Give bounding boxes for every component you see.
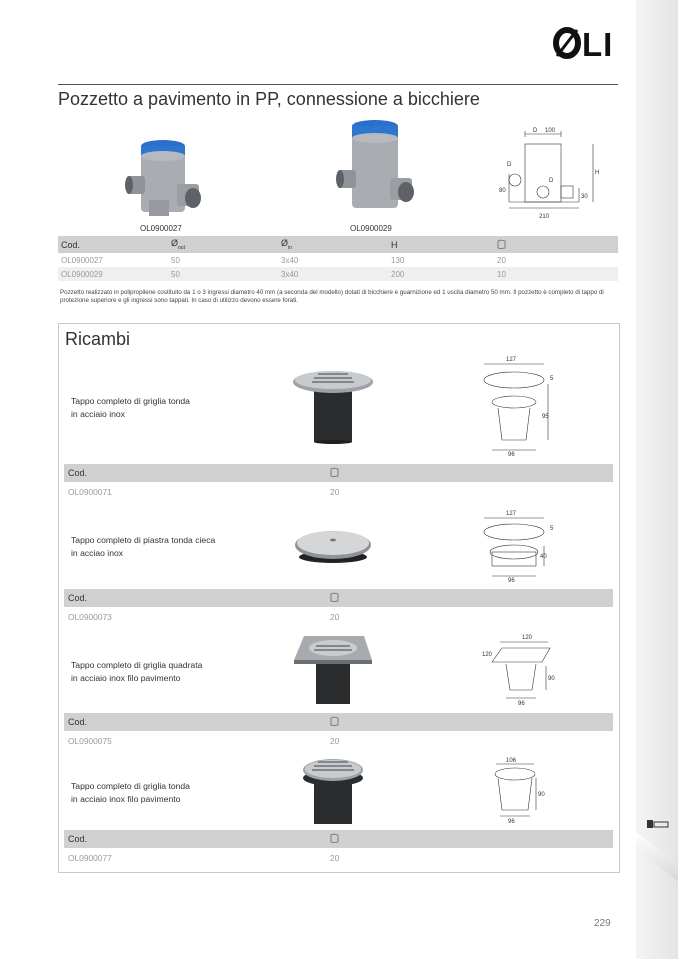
spec-table xyxy=(58,236,618,281)
dim-dout: D xyxy=(533,128,538,134)
dim-210: 210 xyxy=(539,214,550,220)
dim-127: 127 xyxy=(506,511,517,517)
dim-5: 5 xyxy=(550,526,554,532)
svg-text:LI: LI xyxy=(582,26,614,60)
dim-90: 90 xyxy=(538,792,545,798)
dim-40: 40 xyxy=(540,554,547,560)
ricambi-code-header: Cod. xyxy=(64,464,613,482)
dim-96: 96 xyxy=(508,452,515,458)
technical-drawing-item-1 xyxy=(478,354,558,460)
header-cod: Cod. xyxy=(58,236,168,253)
table-cell: 50 xyxy=(171,255,180,265)
header-dout: $Ø_{out}$ xyxy=(168,236,278,253)
ricambi-title: Ricambi xyxy=(65,329,131,349)
header-pack-icon xyxy=(494,236,618,253)
round-flush-grate-image xyxy=(300,758,366,826)
round-grate-image xyxy=(292,370,374,444)
table-cell: 3x40 xyxy=(281,255,299,265)
table-cell: OL0900029 xyxy=(58,267,168,281)
dim-96: 96 xyxy=(508,578,515,584)
package-icon xyxy=(330,592,339,602)
dim-dout-val: 100 xyxy=(545,128,556,134)
table-row xyxy=(58,253,618,267)
package-icon xyxy=(330,833,339,843)
table-cell: 20 xyxy=(497,255,506,265)
ricambi-code-header: Cod. xyxy=(64,830,613,848)
ricambi-code-row: OL0900071 20 xyxy=(68,487,340,497)
package-icon xyxy=(330,716,339,726)
product-image-2 xyxy=(336,120,416,216)
ricambi-code-row: OL0900077 20 xyxy=(68,853,340,863)
table-row xyxy=(58,267,618,281)
product-code-1: OL0900027 xyxy=(140,224,182,233)
blind-plate-image xyxy=(294,527,372,565)
dim-din: D xyxy=(549,178,554,184)
ricambi-item-label: Tappo completo di griglia tonda in acciaio inox filo pavimento xyxy=(71,781,190,804)
ricambi-code-header: Cod. xyxy=(64,713,613,731)
dim-80: 80 xyxy=(499,188,506,194)
table-cell: 3x40 xyxy=(278,267,388,281)
ricambi-code-row: OL0900075 20 xyxy=(68,736,340,746)
table-cell: 10 xyxy=(494,267,618,281)
product-code-2: OL0900029 xyxy=(350,224,392,233)
table-cell: OL0900027 xyxy=(61,255,103,265)
dim-95: 95 xyxy=(542,414,549,420)
header-din: $Ø_{in}$ xyxy=(278,236,388,253)
technical-drawing-item-4 xyxy=(488,756,552,826)
dim-120-side: 120 xyxy=(482,652,493,658)
square-grate-image xyxy=(292,634,374,706)
ricambi-code-header: Cod. xyxy=(64,589,613,607)
package-icon xyxy=(330,467,339,477)
dim-106: 106 xyxy=(506,758,517,764)
oli-logo-icon xyxy=(553,26,623,60)
dim-127: 127 xyxy=(506,357,517,363)
drain-icon xyxy=(645,818,671,830)
header-rule xyxy=(58,84,618,85)
ricambi-item-label: Tappo completo di griglia tonda in acciaio inox xyxy=(71,396,190,419)
side-tab xyxy=(636,0,678,959)
table-cell: 50 xyxy=(168,267,278,281)
table-cell: 200 xyxy=(388,267,494,281)
product-image-1 xyxy=(125,138,205,220)
ricambi-code-row: OL0900073 20 xyxy=(68,612,340,622)
header-h: H xyxy=(388,236,494,253)
page-number: 229 xyxy=(594,918,611,929)
ricambi-item-label: Tappo completo di piastra tonda cieca in acciao inox xyxy=(71,535,216,558)
page-title: Pozzetto a pavimento in PP, connessione a bicchiere xyxy=(58,89,480,109)
technical-drawing-item-2 xyxy=(478,508,558,584)
dim-h: H xyxy=(595,170,600,176)
spec-table-header xyxy=(58,236,618,253)
ricambi-item-label: Tappo completo di griglia quadrata in acciaio inox filo pavimento xyxy=(71,660,203,683)
dim-96: 96 xyxy=(508,819,515,825)
dim-90: 90 xyxy=(548,676,555,682)
brand-logo xyxy=(553,26,623,58)
dim-5: 5 xyxy=(550,376,554,382)
dim-dout-small: D xyxy=(507,162,512,168)
technical-drawing-main xyxy=(495,124,605,224)
package-icon xyxy=(497,239,506,249)
dim-96: 96 xyxy=(518,701,525,707)
technical-drawing-item-3 xyxy=(478,632,558,708)
dim-30: 30 xyxy=(581,194,588,200)
dim-120: 120 xyxy=(522,635,533,641)
table-cell: 130 xyxy=(391,255,405,265)
product-description: Pozzetto realizzato in polipropilene costituito da 1 o 3 ingressi diametro 40 mm (a seconda del modello) dotati di bicchiere e guarnizione ed 1 uscita diametro 50 mm. Il pozzetto è completo di tappo di protezione superiore e gli ingressi sono tappati. In caso di utilizzo devono essere forati. xyxy=(60,289,604,305)
